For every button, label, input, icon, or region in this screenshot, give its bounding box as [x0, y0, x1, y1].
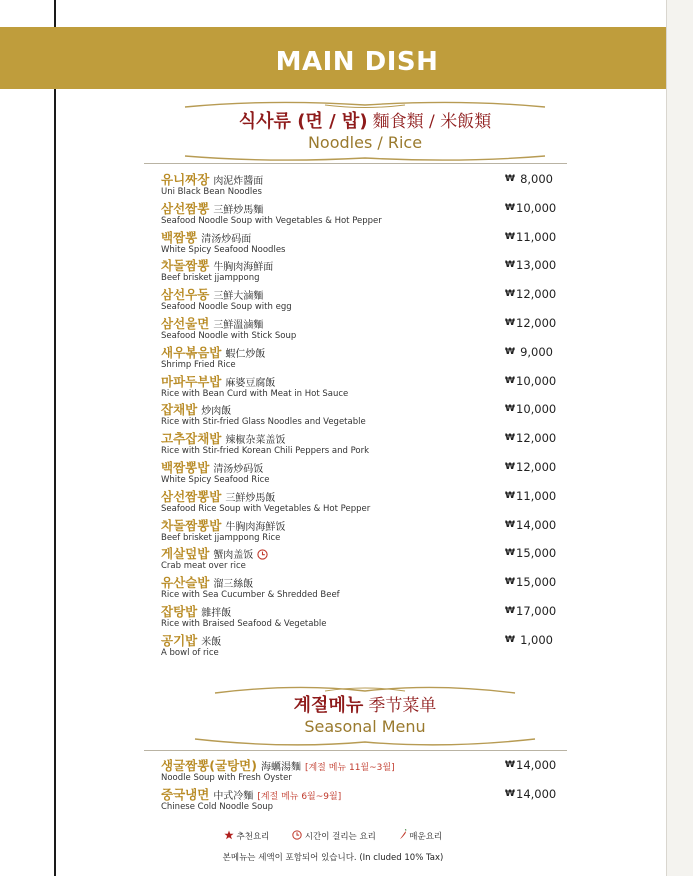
won-symbol: ₩: [505, 346, 515, 357]
item-name-korean: 새우볶음밥: [161, 344, 222, 360]
item-name-korean: 중국냉면: [161, 786, 210, 802]
legend-time-label: 시간이 걸리는 요리: [304, 832, 376, 842]
tax-note: 본메뉴는 세액이 포함되어 있습니다. (In cluded 10% Tax): [222, 853, 444, 863]
won-symbol: ₩: [505, 577, 515, 588]
item-name-korean: 공기밥: [161, 632, 198, 648]
section-divider: [144, 750, 567, 751]
menu-item: [161, 201, 561, 230]
item-price: 8,000: [520, 172, 553, 186]
item-name-english: Seafood Rice Soup with Vegetables & Hot Pepper: [161, 503, 371, 514]
binding-line: [54, 0, 56, 876]
item-name-english: White Spicy Seafood Rice: [161, 474, 270, 485]
legend-spicy: [399, 829, 443, 842]
won-symbol: ₩: [505, 231, 515, 242]
menu-item: [161, 633, 561, 662]
clock-icon: [257, 549, 268, 560]
menu-item: [161, 172, 561, 201]
section-title-korean: 계절메뉴: [293, 695, 364, 716]
won-symbol: ₩: [505, 260, 515, 271]
item-name-korean: 잡채밥: [161, 402, 198, 418]
item-name-chinese: 辣椒杂菜盖饭: [225, 435, 286, 447]
item-price: 12,000: [516, 431, 557, 446]
won-symbol: ₩: [505, 548, 515, 559]
menu-item: [161, 460, 561, 489]
legend: [0, 829, 666, 842]
item-price: 10,000: [516, 373, 557, 388]
won-symbol: ₩: [505, 788, 515, 799]
item-name-chinese: 海蠣湯麵: [260, 762, 301, 773]
item-name-english: Crab meat over rice: [161, 561, 246, 572]
item-name-english: Rice with Stir-fried Korean Chili Peppers and Pork: [161, 446, 370, 457]
item-price: 11,000: [516, 488, 557, 503]
item-name-korean: 마파두부밥: [161, 373, 222, 389]
item-price: 12,000: [516, 459, 557, 474]
item-price: 15,000: [516, 575, 557, 590]
item-name-korean: 백짬뽕: [161, 229, 198, 245]
menu-item: [161, 518, 561, 547]
item-price: 17,000: [516, 603, 557, 618]
chili-pepper-icon: [399, 829, 407, 840]
legend-recommended-label: 추천요리: [236, 832, 270, 842]
item-name-english: Rice with Sea Cucumber & Shredded Beef: [161, 590, 340, 601]
won-symbol: ₩: [505, 317, 515, 328]
item-price: 11,000: [516, 229, 557, 244]
item-name-korean: 게살덮밥: [161, 546, 210, 562]
bottom-ornament: [175, 153, 555, 163]
item-name-chinese: 蝦仁炒飯: [225, 348, 266, 360]
won-symbol: ₩: [505, 174, 515, 184]
item-price: 10,000: [516, 402, 557, 417]
item-name-chinese: 牛胸肉海鮮面: [213, 262, 274, 274]
item-name-chinese: 米飯: [201, 636, 222, 648]
item-name-chinese: 三鮮大滷麵: [213, 291, 264, 303]
section-title-chinese: 季节菜单: [368, 696, 437, 716]
menu-item: [161, 258, 561, 287]
item-name-korean: 차돌짬뽕: [161, 258, 210, 274]
item-price: 14,000: [516, 758, 557, 772]
top-ornament: [175, 683, 555, 695]
section-header-seasonal: [160, 683, 570, 749]
item-name-chinese: 麻婆豆腐飯: [225, 377, 276, 389]
item-name-korean: 유니짜장: [161, 172, 210, 187]
item-price: 14,000: [516, 786, 557, 801]
won-symbol: ₩: [505, 760, 515, 770]
main-menu-list: [161, 172, 561, 662]
menu-item: [161, 758, 561, 787]
won-symbol: ₩: [505, 490, 515, 501]
item-name-english: Uni Black Bean Noodles: [161, 187, 262, 197]
item-price: 1,000: [520, 632, 553, 647]
item-name-chinese: 三鮮溫滷麵: [213, 319, 264, 331]
clock-icon: [292, 830, 302, 840]
menu-item: [161, 431, 561, 460]
won-symbol: ₩: [505, 605, 515, 616]
item-name-chinese: 三鮮炒馬麵: [213, 204, 264, 216]
item-name-korean: 생굴짬뽕(굴탕면): [161, 758, 257, 773]
page-edge-line: [666, 0, 667, 876]
item-name-korean: 유산슬밥: [161, 575, 210, 591]
menu-item: [161, 787, 561, 816]
item-name-english: Noodle Soup with Fresh Oyster: [161, 773, 292, 783]
won-symbol: ₩: [505, 634, 515, 645]
won-symbol: ₩: [505, 202, 515, 213]
seasonal-menu-list: [161, 758, 561, 816]
bottom-ornament: [175, 737, 555, 749]
item-name-english: A bowl of rice: [161, 647, 219, 658]
item-price: 12,000: [516, 315, 557, 330]
menu-item: [161, 489, 561, 518]
item-price: 15,000: [516, 546, 557, 561]
item-name-chinese: 清汤炒码面: [201, 233, 252, 245]
item-name-chinese: 中式冷麵: [213, 790, 254, 802]
item-price: 9,000: [520, 344, 553, 359]
won-symbol: ₩: [505, 289, 515, 300]
section-title-english: Seasonal Menu: [304, 717, 426, 736]
section-header-noodles-rice: [160, 100, 570, 163]
main-dish-banner: [0, 27, 666, 89]
won-symbol: ₩: [505, 433, 515, 444]
item-name-english: Beef brisket jjamppong Rice: [161, 532, 281, 543]
item-name-english: Shrimp Fried Rice: [161, 359, 236, 370]
item-name-korean: 백짬뽕밥: [161, 459, 210, 475]
menu-item: [161, 316, 561, 345]
item-name-english: Seafood Noodle Soup with egg: [161, 302, 292, 313]
item-name-chinese: 蟹肉盖饭: [213, 550, 254, 562]
item-name-english: Seafood Noodle with Stick Soup: [161, 330, 297, 341]
won-symbol: ₩: [505, 461, 515, 472]
item-name-korean: 삼선울면: [161, 315, 210, 331]
section-title-korean: 식사류 (면 / 밥): [238, 111, 368, 132]
won-symbol: ₩: [505, 404, 515, 415]
menu-item: [161, 546, 561, 575]
item-price: 10,000: [516, 200, 557, 215]
item-name-english: Rice with Braised Seafood & Vegetable: [161, 618, 327, 629]
season-note: [계절 메뉴 11월~3월]: [304, 763, 395, 773]
top-ornament: [175, 100, 555, 110]
item-name-chinese: 清汤炒码饭: [213, 463, 264, 475]
section-divider: [144, 163, 567, 164]
item-name-chinese: 溜三絲飯: [213, 579, 254, 591]
item-price: 14,000: [516, 517, 557, 532]
legend-spicy-label: 매운요리: [409, 832, 443, 842]
item-name-chinese: 炒肉飯: [201, 406, 232, 418]
page-margin: [667, 0, 693, 876]
item-name-korean: 고추잡채밥: [161, 431, 222, 447]
star-icon: [224, 830, 234, 840]
item-name-chinese: 牛胸肉海鮮饭: [225, 521, 286, 533]
item-name-english: Seafood Noodle Soup with Vegetables & Hot Pepper: [161, 215, 382, 226]
item-name-korean: 잡탕밥: [161, 603, 198, 619]
menu-item: [161, 604, 561, 633]
won-symbol: ₩: [505, 519, 515, 530]
item-name-korean: 삼선짬뽕: [161, 200, 210, 216]
item-name-chinese: 肉泥炸醬面: [213, 176, 264, 187]
menu-item: [161, 402, 561, 431]
section-title-chinese: 麵食類 / 米飯類: [372, 112, 492, 132]
item-name-korean: 차돌짬뽕밥: [161, 517, 222, 533]
item-name-korean: 삼선우동: [161, 287, 210, 303]
season-note: [계절 메뉴 6월~9월]: [257, 791, 342, 802]
item-price: 13,000: [516, 258, 557, 273]
legend-recommended: [224, 830, 270, 842]
banner-title: MAIN DISH: [275, 47, 439, 77]
item-price: 12,000: [516, 287, 557, 302]
legend-time: [292, 830, 376, 842]
menu-item: [161, 374, 561, 403]
menu-item: [161, 287, 561, 316]
menu-item: [161, 345, 561, 374]
item-name-english: Beef brisket jjamppong: [161, 273, 260, 284]
item-name-english: Rice with Bean Curd with Meat in Hot Sauce: [161, 388, 349, 399]
item-name-english: Rice with Stir-fried Glass Noodles and Vegetable: [161, 417, 366, 428]
won-symbol: ₩: [505, 375, 515, 386]
item-name-korean: 삼선짬뽕밥: [161, 488, 222, 504]
item-name-english: White Spicy Seafood Noodles: [161, 244, 286, 255]
menu-item: [161, 575, 561, 604]
item-name-english: Chinese Cold Noodle Soup: [161, 801, 274, 812]
item-name-chinese: 雜拌飯: [201, 607, 232, 619]
section-title-english: Noodles / Rice: [307, 133, 423, 152]
item-name-chinese: 三鮮炒馬飯: [225, 492, 276, 504]
menu-item: [161, 230, 561, 259]
